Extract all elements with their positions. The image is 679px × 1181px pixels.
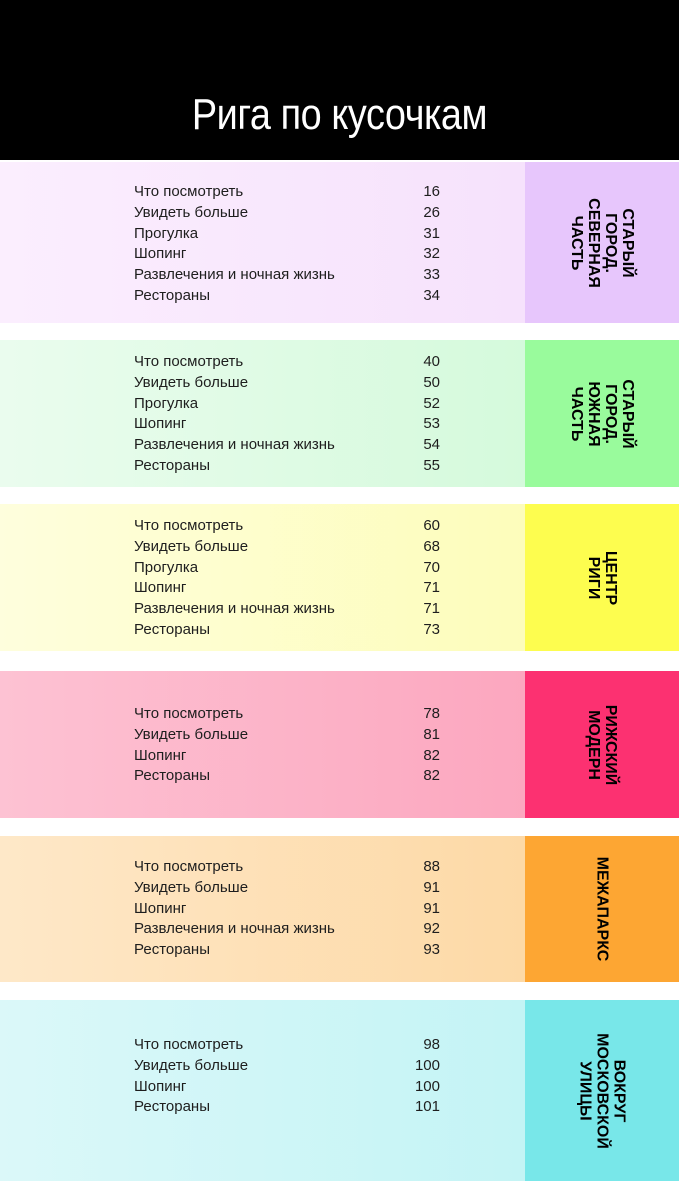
page-number: 78 [423,705,440,722]
item-name: Рестораны [134,941,210,959]
page-number: 68 [423,537,440,555]
item-name: Что посмотреть [134,858,244,875]
section-label: СТАРЫЙ ГОРОД. ЮЖНАЯ ЧАСТЬ [568,378,636,449]
item-name: Шопинг [134,746,187,764]
item-name: Развлечения и ночная жизнь [134,266,335,284]
contents-list [134,516,444,641]
page-number: 88 [423,858,440,875]
page-number: 82 [423,746,440,764]
item-name: Шопинг [134,1077,187,1095]
list-item[interactable] [134,516,444,537]
page-number: 32 [423,245,440,263]
item-name: Увидеть больше [134,725,249,743]
list-item[interactable] [134,182,444,203]
item-name: Прогулка [134,558,199,576]
section-tab[interactable] [525,340,679,487]
item-name: Рестораны [134,1098,210,1116]
item-name: Развлечения и ночная жизнь [134,600,335,618]
item-name: Рестораны [134,286,210,304]
list-item[interactable] [134,857,444,878]
list-item[interactable] [134,725,444,746]
list-item[interactable] [134,766,444,787]
list-item[interactable] [134,1056,444,1077]
list-item[interactable] [134,558,444,579]
item-name: Что посмотреть [134,517,244,534]
page-number: 100 [414,1077,440,1095]
header [0,0,679,160]
section-5 [0,836,679,982]
page-number: 26 [423,203,440,221]
list-item[interactable] [134,940,444,961]
page-number: 82 [423,767,440,785]
item-name: Развлечения и ночная жизнь [134,436,335,454]
page-number: 92 [423,920,440,938]
list-item[interactable] [134,394,444,415]
page-number: 33 [423,266,440,284]
item-name: Шопинг [134,415,187,433]
list-item[interactable] [134,919,444,940]
list-item[interactable] [134,244,444,265]
item-name: Что посмотреть [134,183,244,200]
page-number: 71 [423,579,440,597]
page-number: 71 [423,600,440,618]
section-body [0,340,525,487]
list-item[interactable] [134,435,444,456]
section-body [0,1000,525,1181]
contents-list [134,352,444,477]
item-name: Увидеть больше [134,878,249,896]
page-number: 81 [423,725,440,743]
page-number: 100 [414,1056,440,1074]
section-1 [0,162,679,323]
section-body [0,836,525,982]
page-number: 40 [423,353,440,370]
item-name: Прогулка [134,224,199,242]
page-number: 93 [423,941,440,959]
page-number: 54 [423,436,440,454]
list-item[interactable] [134,1077,444,1098]
list-item[interactable] [134,537,444,558]
section-label: МЕЖАПАРКС [593,856,611,962]
section-body [0,504,525,651]
section-2 [0,340,679,487]
item-name: Что посмотреть [134,353,244,370]
list-item[interactable] [134,1097,444,1118]
list-item[interactable] [134,704,444,725]
page-number: 98 [423,1036,440,1053]
section-tab[interactable] [525,162,679,323]
contents-list [134,857,444,961]
list-item[interactable] [134,1035,444,1056]
item-name: Увидеть больше [134,537,249,555]
section-body [0,162,525,323]
page-number: 101 [414,1098,440,1116]
page-number: 70 [423,558,440,576]
item-name: Что посмотреть [134,705,244,722]
item-name: Что посмотреть [134,1036,244,1053]
contents-list [134,182,444,307]
page-number: 50 [423,373,440,391]
item-name: Прогулка [134,394,199,412]
list-item[interactable] [134,878,444,899]
list-item[interactable] [134,203,444,224]
list-item[interactable] [134,899,444,920]
page-title: Рига по кусочкам [191,90,488,139]
page-number: 53 [423,415,440,433]
item-name: Шопинг [134,245,187,263]
item-name: Шопинг [134,899,187,917]
section-tab[interactable] [525,836,679,982]
page-number: 60 [423,517,440,534]
section-body [0,671,525,818]
section-label: ЦЕНТР РИГИ [585,550,619,605]
page-number: 31 [423,224,440,242]
section-label: ВОКРУГ МОСКОВСКОЙ УЛИЦЫ [576,1032,628,1149]
list-item[interactable] [134,456,444,477]
list-item[interactable] [134,599,444,620]
item-name: Увидеть больше [134,373,249,391]
section-3 [0,504,679,651]
page-number: 52 [423,394,440,412]
section-4 [0,671,679,818]
section-tab[interactable] [525,1000,679,1181]
page-number: 34 [423,286,440,304]
item-name: Рестораны [134,456,210,474]
page-number: 16 [423,183,440,200]
list-item[interactable] [134,373,444,394]
contents-list [134,1035,444,1118]
item-name: Увидеть больше [134,203,249,221]
section-label: СТАРЫЙ ГОРОД. СЕВЕРНАЯ ЧАСТЬ [568,197,636,288]
section-6 [0,1000,679,1181]
page-number: 91 [423,899,440,917]
section-tab[interactable] [525,671,679,818]
list-item[interactable] [134,620,444,641]
list-item[interactable] [134,414,444,435]
item-name: Рестораны [134,767,210,785]
contents-list [134,704,444,787]
section-label: РИЖСКИЙ МОДЕРН [585,704,619,785]
list-item[interactable] [134,352,444,373]
list-item[interactable] [134,578,444,599]
page-number: 91 [423,878,440,896]
item-name: Развлечения и ночная жизнь [134,920,335,938]
list-item[interactable] [134,265,444,286]
list-item[interactable] [134,224,444,245]
list-item[interactable] [134,286,444,307]
list-item[interactable] [134,746,444,767]
page-number: 55 [423,456,440,474]
page-number: 73 [423,620,440,638]
section-tab[interactable] [525,504,679,651]
item-name: Шопинг [134,579,187,597]
item-name: Увидеть больше [134,1056,249,1074]
item-name: Рестораны [134,620,210,638]
